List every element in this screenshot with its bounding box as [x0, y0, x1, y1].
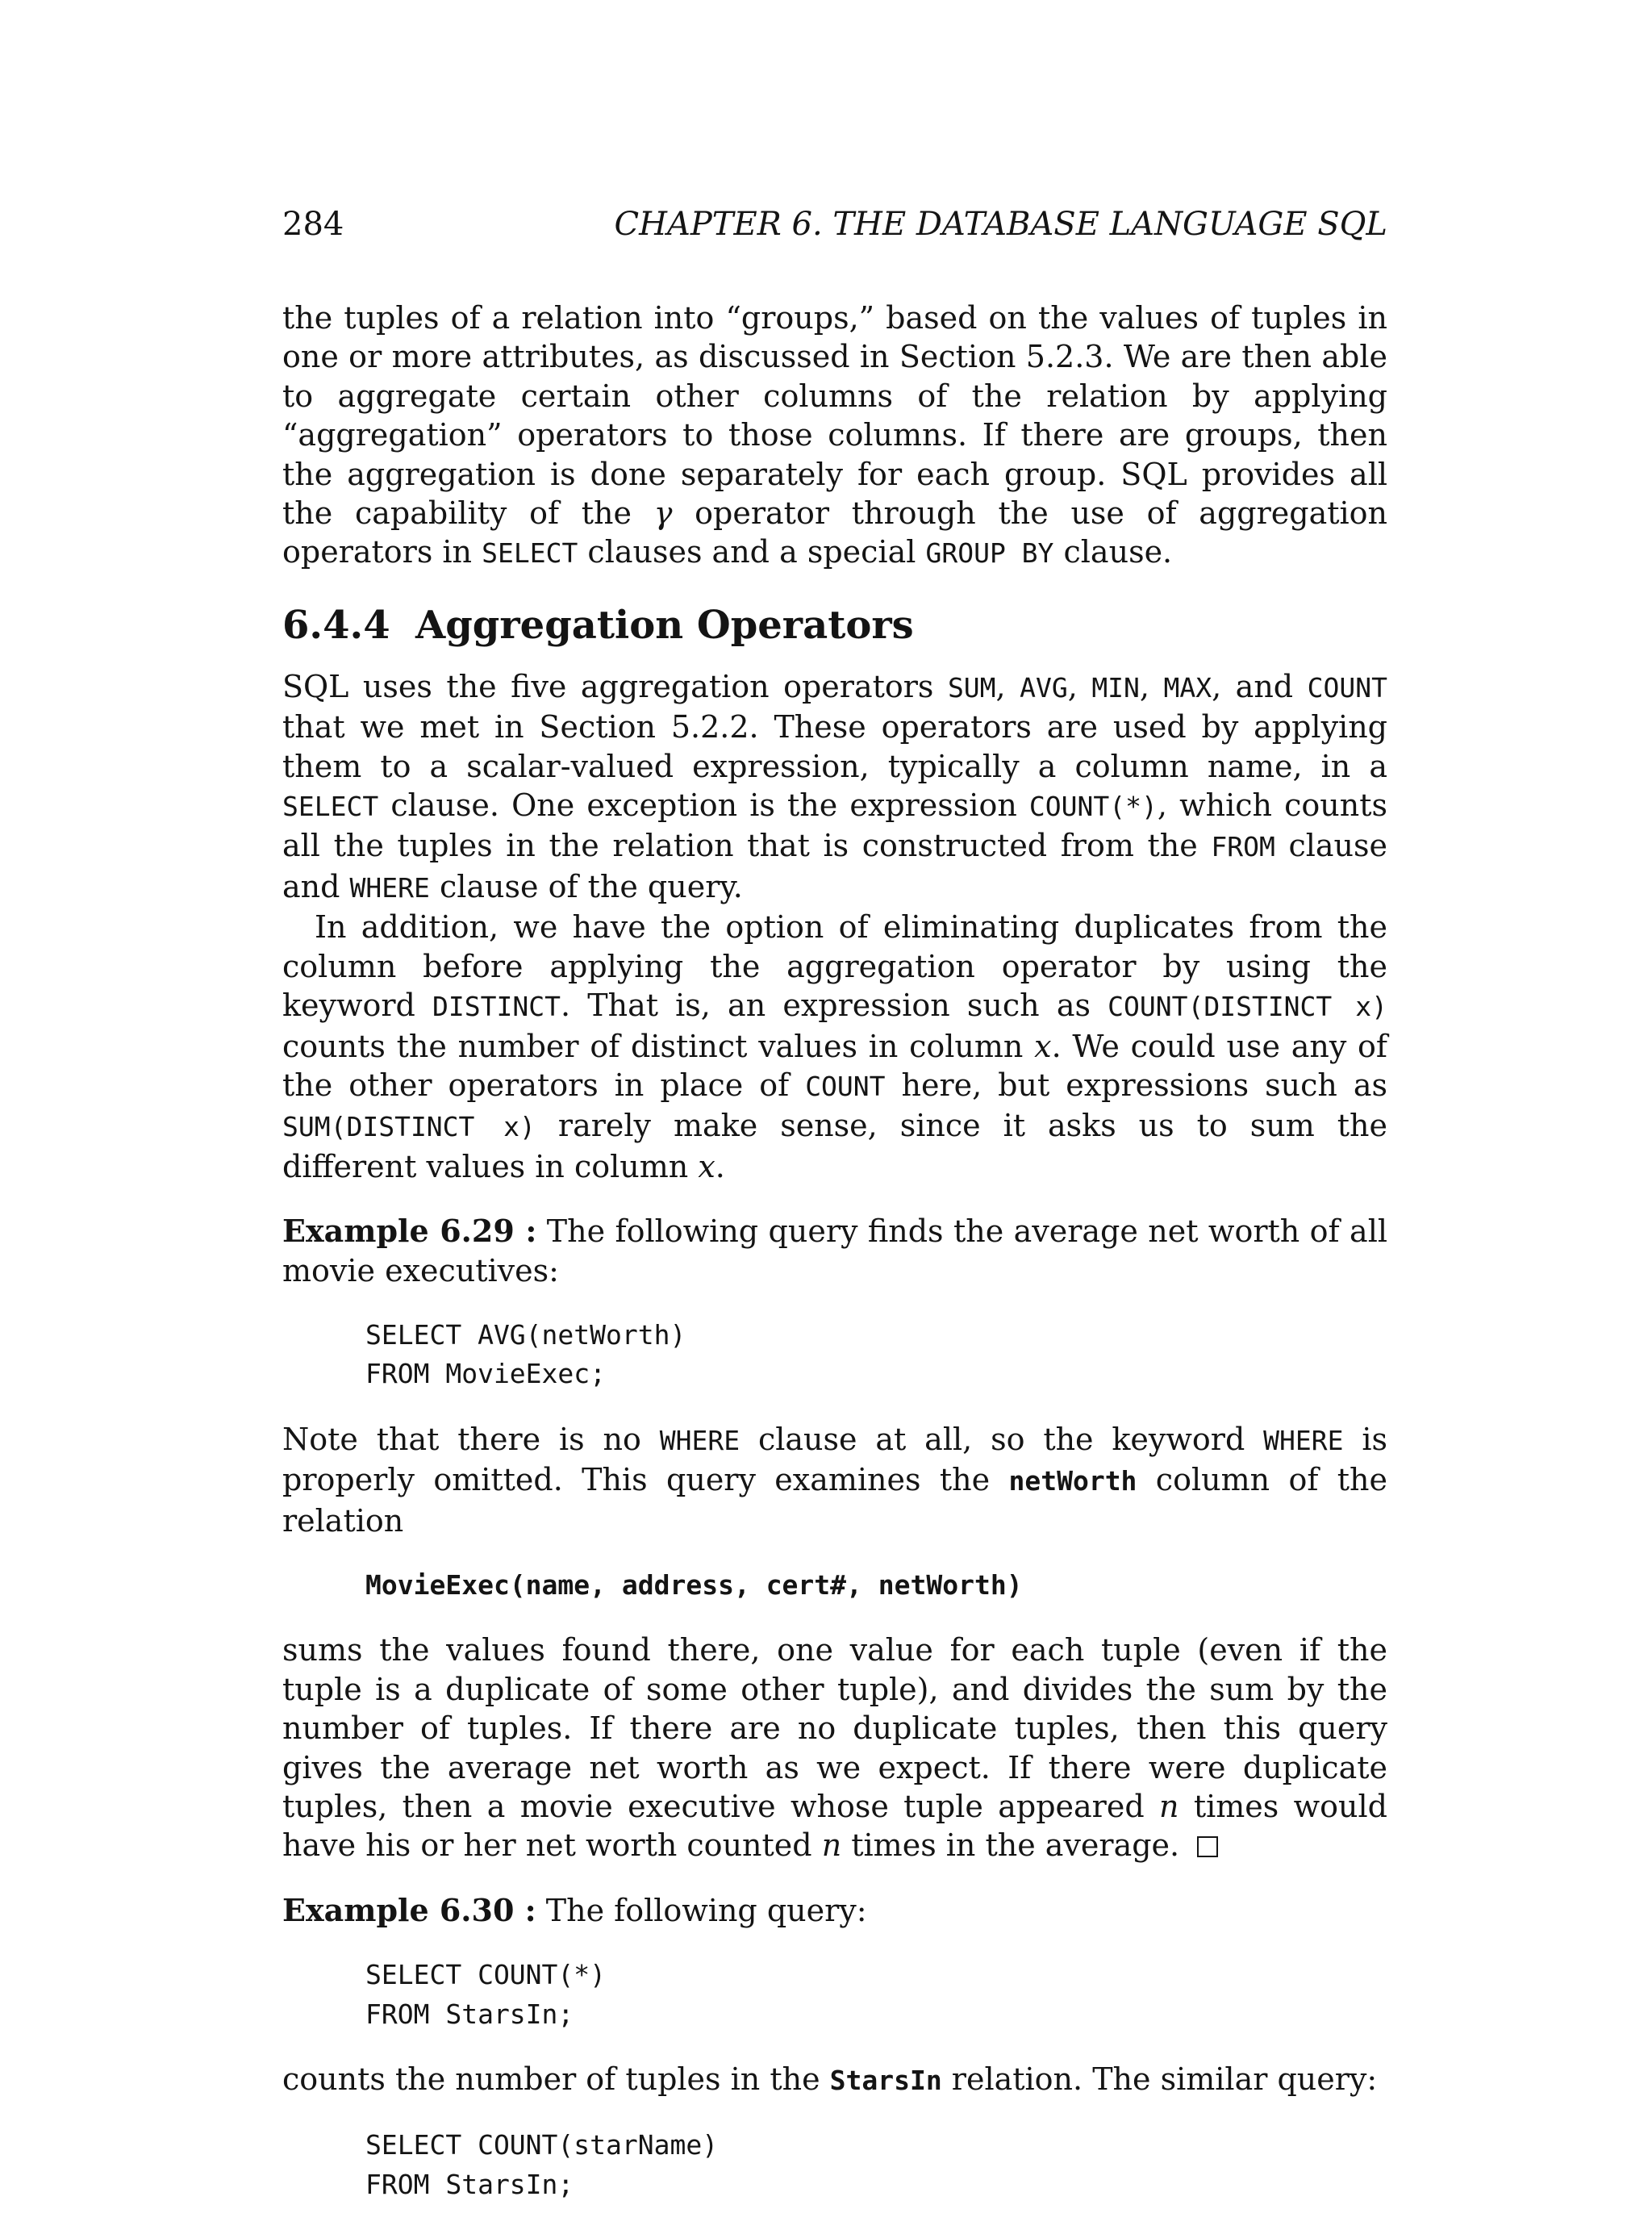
code-keyword: MIN	[1091, 671, 1140, 704]
code-keyword: netWorth	[1008, 1465, 1137, 1497]
text-run: . That is, an expression such as	[561, 988, 1108, 1024]
section-title: Aggregation Operators	[415, 602, 914, 648]
section-number: 6.4.4	[282, 602, 390, 648]
math-variable: x	[698, 1148, 715, 1184]
code-keyword: COUNT(*)	[1028, 791, 1158, 823]
paragraph-distinct	[282, 908, 1387, 1186]
example-6-30	[282, 1891, 1387, 1930]
text-run: .	[715, 1148, 725, 1184]
code-keyword: GROUP BY	[925, 537, 1054, 570]
code-block-avg: SELECT AVG(netWorth) FROM MovieExec;	[365, 1318, 686, 1390]
text-run: relation. The similar query:	[941, 2061, 1378, 2098]
text-run: The following query finds the average net worth of all movie executives:	[282, 1213, 1387, 1288]
code-keyword: WHERE	[349, 871, 430, 904]
paragraph-where-note	[282, 1420, 1387, 1540]
math-variable: n	[1159, 1789, 1179, 1824]
section-heading	[282, 603, 1387, 648]
text-run: , and	[1212, 668, 1308, 704]
math-variable: x	[1034, 1028, 1052, 1064]
code-keyword: SUM	[947, 671, 996, 704]
text-run: ,	[1139, 668, 1164, 704]
text-run: clause of the query.	[429, 868, 743, 904]
text-run: operator through the use of aggregation operators in	[282, 495, 1387, 570]
code-keyword: SELECT	[482, 537, 578, 570]
example-label: Example 6.29 :	[282, 1213, 537, 1250]
intro-paragraph	[282, 299, 1387, 574]
text-run: clause. One exception is the expression	[378, 787, 1029, 824]
text-run: times would have his or her net worth counted	[282, 1789, 1387, 1864]
text-run: counts the number of tuples in the	[282, 2061, 830, 2098]
text-run: , which counts all the tuples in the relation that is constructed from the	[282, 787, 1387, 864]
gamma-symbol: γ	[653, 495, 673, 532]
text-run: the tuples of a relation into “groups,” based on the values of tuples in one or more attributes, as discussed in Section 5.2.3. We are then able to aggregate certain other columns of the relation by applying “aggregation” operators to those columns. If there are groups, then the aggregation is done separately for each group. SQL provides all the capability of the	[282, 300, 1387, 532]
text-run: Note that there is no	[282, 1421, 660, 1457]
example-6-29	[282, 1212, 1387, 1290]
text-run: column of the relation	[282, 1462, 1387, 1539]
code-keyword: SELECT	[282, 791, 379, 823]
paragraph-sums	[282, 1631, 1387, 1865]
end-of-example-box	[1197, 1836, 1218, 1857]
text-run: . We could use any of the other operators in place of	[282, 1028, 1387, 1103]
text-run: In addition, we have the option of eliminating duplicates from the column before applying the aggregation operator by using the keyword	[282, 909, 1387, 1024]
math-variable: n	[821, 1827, 842, 1864]
paragraph-operators	[282, 667, 1387, 908]
code-keyword: SUM(DISTINCT x)	[282, 1111, 536, 1143]
code-keyword: COUNT(DISTINCT x)	[1108, 991, 1387, 1023]
code-keyword: AVG	[1020, 671, 1068, 704]
text-run: clause.	[1053, 534, 1173, 570]
text-run: here, but expressions such as	[885, 1067, 1387, 1103]
page-header	[282, 206, 1387, 254]
text-run: clauses and a special	[578, 534, 926, 570]
code-keyword: COUNT	[1307, 671, 1387, 704]
text-run: sums the values found there, one value for each tuple (even if the tuple is a duplicate of some other tuple), and divides the sum by the number of tuples. If there are no duplicate tuples, then this query gives the average net worth as we expect. If there were duplicate tuples, then a movie executive whose tuple appeared	[282, 1632, 1387, 1824]
text-run: times in the average.	[841, 1827, 1180, 1864]
example-label: Example 6.30 :	[282, 1891, 536, 1928]
code-keyword: MAX	[1163, 671, 1212, 704]
text-run: is properly omitted. This query examines the	[282, 1421, 1388, 1498]
text-run: clause and	[282, 828, 1387, 904]
text-run: counts the number of distinct values in column	[282, 1028, 1035, 1064]
code-keyword: StarsIn	[829, 2065, 942, 2097]
code-block-count-star: SELECT COUNT(*) FROM StarsIn;	[365, 1959, 607, 2030]
page-body	[282, 299, 1387, 2230]
code-keyword: WHERE	[1263, 1424, 1344, 1456]
code-keyword: COUNT	[805, 1070, 886, 1102]
code-keyword: DISTINCT	[432, 991, 561, 1023]
text-run: ,	[995, 668, 1020, 704]
text-run: rarely make sense, since it asks us to sum the different values in column	[282, 1108, 1388, 1184]
code-keyword: FROM	[1211, 831, 1275, 863]
text-run: clause at all, so the keyword	[740, 1421, 1264, 1457]
text-run: that we met in Section 5.2.2. These operators are used by applying them to a scalar-valued expression, typically a column name, in a	[282, 709, 1387, 784]
text-run: SQL uses the five aggregation operators	[282, 668, 948, 704]
page-number: 284	[282, 206, 344, 243]
running-head: CHAPTER 6. THE DATABASE LANGUAGE SQL	[614, 206, 1387, 243]
paragraph-count	[282, 2060, 1387, 2100]
schema-block: MovieExec(name, address, cert#, netWorth)	[365, 1568, 1023, 1601]
code-block-count-starname: SELECT COUNT(starName) FROM StarsIn;	[365, 2129, 719, 2200]
text-run: The following query:	[536, 1892, 867, 1928]
text-run: ,	[1067, 668, 1092, 704]
textbook-page	[282, 0, 1388, 2200]
code-keyword: WHERE	[659, 1424, 740, 1456]
